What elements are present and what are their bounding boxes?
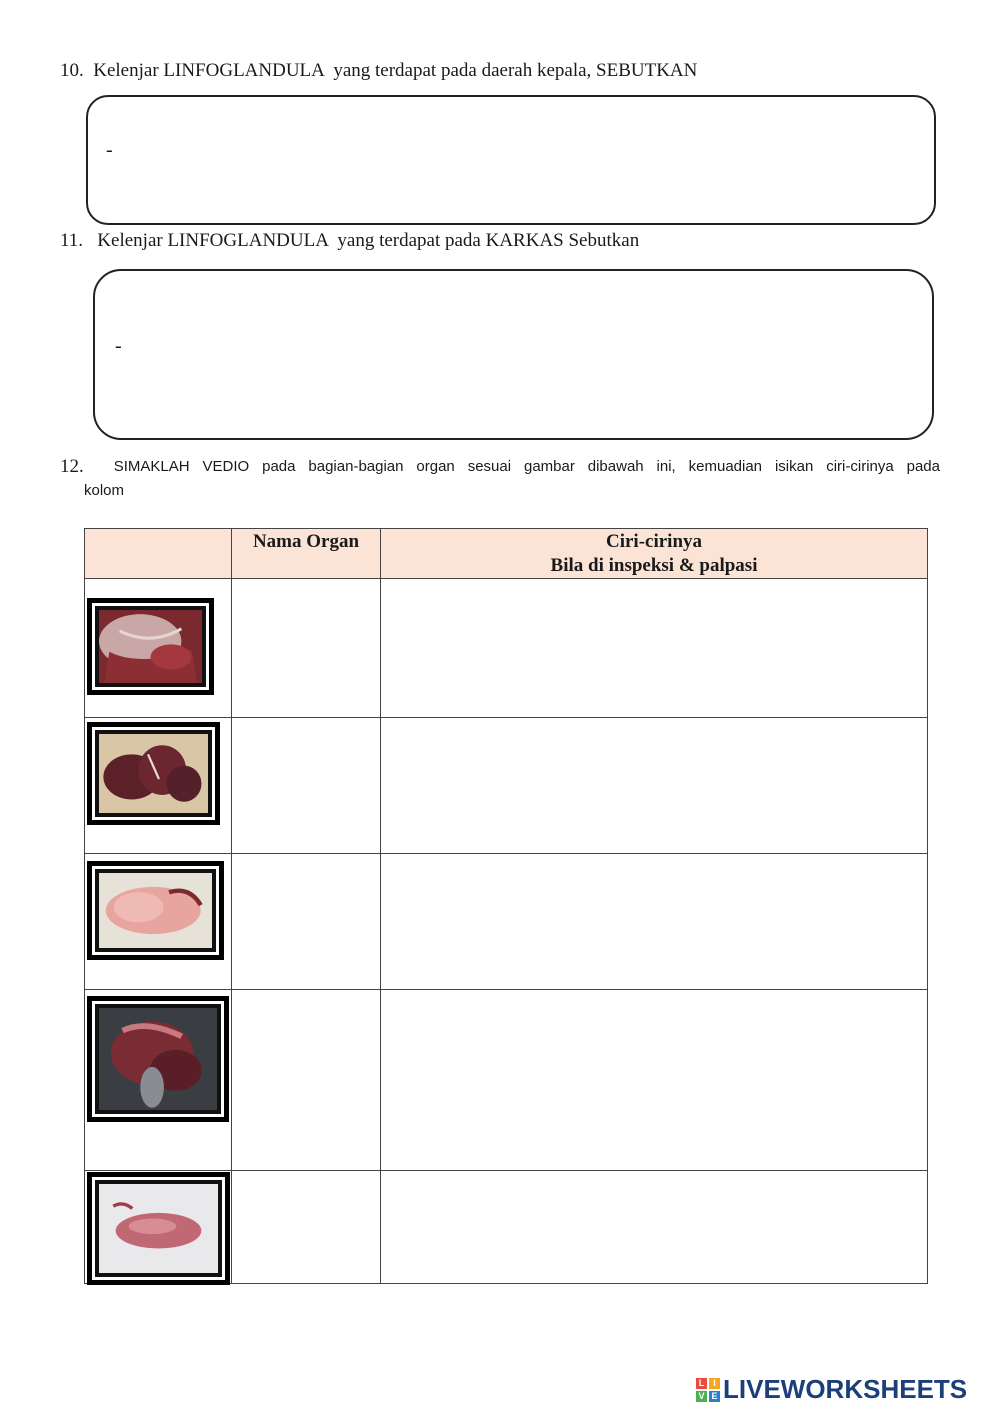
nama-organ-cell[interactable]	[232, 990, 381, 1171]
logo-letter: L	[696, 1378, 707, 1389]
question-number: 10.	[60, 60, 84, 81]
ciri-cell[interactable]	[381, 579, 928, 718]
ciri-cell[interactable]	[381, 718, 928, 854]
header-nama-organ: Nama Organ	[232, 529, 381, 579]
header-ciri	[381, 529, 928, 579]
table-header-row	[85, 529, 928, 579]
table-row	[85, 579, 928, 718]
header-ciri-line2: Bila di inspeksi & palpasi	[550, 555, 758, 576]
organ-photo-lung	[87, 861, 224, 960]
nama-organ-cell[interactable]	[232, 579, 381, 718]
question-number: 12.	[60, 456, 84, 477]
ciri-cell[interactable]	[381, 990, 928, 1171]
table-row	[85, 854, 928, 990]
answer-dash: -	[106, 139, 113, 161]
image-cell	[85, 579, 232, 718]
header-ciri-line1: Ciri-cirinya	[605, 531, 703, 552]
answer-box-11[interactable]	[93, 269, 934, 440]
organ-photo-viscera	[87, 996, 229, 1122]
question-text: SIMAKLAH VEDIO pada bagian-bagian organ sesuai gambar dibawah ini, kemuadian isikan ciri-cirinya pada	[113, 458, 940, 475]
answer-box-10[interactable]	[86, 95, 936, 225]
image-cell	[85, 854, 232, 990]
answer-dash: -	[115, 335, 122, 357]
liveworksheets-logo	[696, 1374, 967, 1405]
table-row	[85, 718, 928, 854]
logo-letter: E	[709, 1391, 720, 1402]
question-10	[60, 60, 697, 82]
organ-photo-kidney	[87, 1172, 230, 1285]
table-row	[85, 990, 928, 1171]
question-number: 11.	[60, 230, 84, 251]
logo-letter: I	[709, 1378, 720, 1389]
nama-organ-cell[interactable]	[232, 854, 381, 990]
question-text-continued: kolom	[84, 482, 125, 499]
image-cell	[85, 718, 232, 854]
organ-table	[84, 528, 928, 1284]
image-cell	[85, 990, 232, 1171]
logo-letter: V	[696, 1391, 707, 1402]
nama-organ-cell[interactable]	[232, 718, 381, 854]
nama-organ-cell[interactable]	[232, 1171, 381, 1284]
question-text: Kelenjar LINFOGLANDULA yang terdapat pada daerah kepala, SEBUTKAN	[93, 60, 698, 81]
logo-icon	[696, 1378, 720, 1402]
ciri-cell[interactable]	[381, 1171, 928, 1284]
organ-photo-heart	[87, 598, 214, 695]
image-cell	[85, 1171, 232, 1284]
organ-photo-liver	[87, 722, 220, 825]
header-image-col	[85, 529, 232, 579]
table-row	[85, 1171, 928, 1284]
question-12	[60, 455, 940, 503]
logo-text: LIVEWORKSHEETS	[723, 1374, 968, 1404]
question-text: Kelenjar LINFOGLANDULA yang terdapat pada KARKAS Sebutkan	[97, 230, 640, 251]
ciri-cell[interactable]	[381, 854, 928, 990]
question-11	[60, 230, 639, 252]
